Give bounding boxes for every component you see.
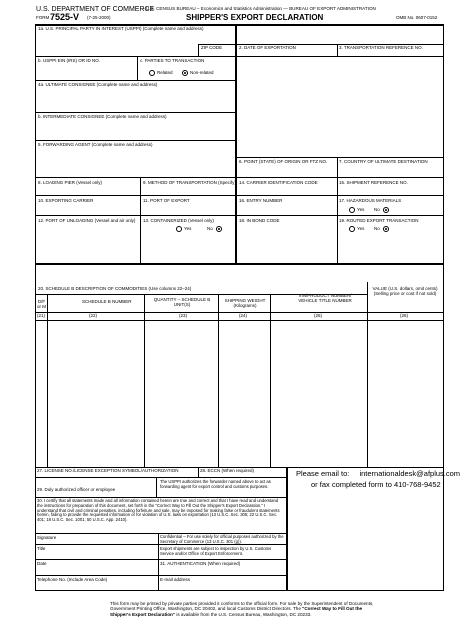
row4b-line [35,112,235,113]
commodities-input[interactable] [37,322,445,466]
form-number: 7525-V [50,12,80,22]
signature-input[interactable] [37,541,153,551]
usppi-label: 1a. U.S. PRINCIPAL PARTY IN INTEREST (USPPI) (Complete name and address) [38,26,204,31]
vin-header: VIN/PRODUCT NUMBER/ VEHICLE TITLE NUMBER [298,293,352,304]
containerized-yes-label: Yes [184,226,192,231]
footer-bold: "Correct Way to Fill Out the Shipper's Export Declaration" [110,606,363,617]
agency-name: U.S. DEPARTMENT OF COMMERCE [36,6,155,13]
routed-no-label: No [374,226,380,231]
containerized-yes-radio[interactable] [176,226,182,232]
zip-divider [198,44,199,56]
note-email-address[interactable]: internationaldesk@afplus.com [359,469,461,478]
row5-line [35,140,235,141]
transport-method-label: 9. METHOD OF TRANSPORTATION (Specify) [143,180,236,185]
exporting-carrier-label: 10. EXPORTING CARRIER [38,198,94,203]
inspection-text: Export shipments are subject to inspection by U.S. Customs Service and/or Office of Export Enforcement. [160,546,272,556]
routed-export-label: 19. ROUTED EXPORT TRANSACTION [339,218,419,223]
form-title: SHIPPER'S EXPORT DECLARATION [186,13,324,22]
carrier-id-label: 14. CARRIER IDENTIFICATION CODE [239,180,318,185]
in-bond-label: 18. IN BOND CODE [239,218,280,223]
date-line [35,559,286,560]
telephone-label: Telephone No. (Include Area Code) [37,577,108,582]
containerized-no-label: No [207,226,213,231]
row1b-line [35,56,443,57]
confidential-text: Confidential – For use solely for official purposes authorized by the Secretary of Commerce (13 U.S.C. 301 (g)). [160,534,284,544]
value-header: VALUE (U.S. dollars, omit cents) (Selling price or cost if not sold) [372,286,438,297]
date-export-label: 2. DATE OF EXPORTATION [239,45,296,50]
footer-text [110,601,380,617]
note-email-prefix: Please email to: [296,469,350,478]
transport-ref-label: 3. TRANSPORTATION REFERENCE NO. [339,45,423,50]
col8-9-divider [140,177,141,263]
entry-number-label: 16. ENTRY NUMBER [239,198,283,203]
routed-yes-radio[interactable] [349,226,355,232]
routed-no-radio[interactable] [383,226,389,232]
routed-yes-label: Yes [357,226,365,231]
port-export-label: 11. PORT OF EXPORT [143,198,190,203]
intermediate-consignee-label: b. INTERMEDIATE CONSIGNEE (Complete name and address) [38,114,167,119]
ultimate-consignee-input[interactable] [37,89,236,111]
row20-thick-line [35,263,443,265]
shipment-ref-label: 15. SHIPMENT REFERENCE NO. [339,180,408,185]
usppi-ein-label: b. USPPI EIN (IRS) OR ID NO. [38,58,101,63]
nonrelated-label: Non-related [190,70,214,75]
col-23: (23) [179,313,188,318]
qty-header: QUANTITY – SCHEDULE B UNIT(S) [153,297,211,308]
containerized-no-radio[interactable] [216,226,222,232]
intermediate-consignee-input[interactable] [37,121,236,141]
port-unloading-label: 12. PORT OF UNLOADING (Vessel and air only) [38,218,136,223]
right-border [443,24,444,590]
note-email-line [296,469,460,478]
loading-pier-label: 8. LOADING PIER (Vessel only) [38,180,103,185]
commodities-label: 20. SCHEDULE B DESCRIPTION OF COMMODITIES (Use columns 22–24) [38,286,192,291]
email-label: E-mail address [160,577,191,582]
form-date: (7-25-2000) [87,15,111,20]
forwarding-agent-input[interactable] [37,149,236,177]
related-radio[interactable] [149,70,155,76]
usppi-ein-input[interactable] [37,65,137,77]
col-22: (22) [89,313,98,318]
eccn-label: 28. ECCN (When required) [200,468,255,473]
col-26: (26) [400,313,409,318]
hazardous-label: 17. HAZARDOUS MATERIALS [339,198,402,203]
right-block-divider [286,467,288,590]
hazardous-no-radio[interactable] [383,207,389,213]
parties-label: c. PARTIES TO TRANSACTION [140,58,205,63]
row8-line [35,177,443,178]
footer-post: is available from the U.S. Census Bureau, Washington, DC 20233. [175,611,312,617]
omb-number: OMB No. 0607-0152 [396,15,438,20]
date-input[interactable] [37,567,153,575]
weight-header: SHIPPING WEIGHT (Kilograms) [224,298,266,309]
note-fax-line: or fax completed form to 410-768-9452 [311,480,441,489]
authentication-label: 31. AUTHENTICATION (When required) [160,561,241,566]
col-number-bottom [35,320,443,321]
ultimate-consignee-label: 4a. ULTIMATE CONSIGNEE (Complete name and address) [38,82,158,87]
destination-label: 7. COUNTRY OF ULTIMATE DESTINATION [339,159,428,164]
hazardous-yes-radio[interactable] [349,207,355,213]
date-label: Date [37,561,47,566]
col-21: (21) [37,313,46,318]
bottom-border [35,590,444,591]
signature-label: Signature [37,535,57,540]
related-label: Related [157,70,173,75]
col2-3-divider [337,44,338,56]
row4a-line [35,80,235,81]
certify-text: 30. I certify that all statements made and all information contained herein are true and correct and that I have read and understand the instructions for preparation of this document, set forth in the "Correct Way to Fill Out the Shipper's Export Declaration." I understand that civil and criminal penalties, including forfeiture and sale, may be imposed for making false or fraudulent statements herein, failing to provide the requested information or for violation of U.S. laws on exportation (13 U.S.C. Sec. 305; 22 U.S.C. Sec. 401; 18 U.S.C. Sec. 1001; 50 U.S.C. App. 2410). [37,498,280,523]
authorized-officer-label: 29. Duly authorized officer or employee [37,487,116,492]
telephone-line [35,575,286,576]
df-header: D/F or M [37,299,46,310]
license-label: 27. LICENSE NO./LICENSE EXCEPTION SYMBOL/AUTHORIZATION [37,468,179,473]
col-24: (24) [239,313,248,318]
col6-7-divider [337,157,338,263]
row6-line [237,157,443,158]
zip-label: ZIP CODE [201,45,223,50]
form-prefix: FORM [36,15,50,20]
signature-divider [158,533,159,590]
ein-divider [137,56,138,80]
containerized-label: 13. CONTAINERIZED (Vessel only) [143,218,214,223]
row12-line [35,215,443,216]
bureau-name: — U.S. CENSUS BUREAU – Economics and Statistics Administration — BUREAU OF EXPORT ADMINISTRATION [140,6,376,11]
footer-pre: This form may be printed by private parties provided it conforms to the official form. For sale by the Superintendent of Documents, Government Printing Office, Washington, DC 20402, and local Customs District Directors. The [110,601,374,612]
auth-text: The USPPI authorizes the forwarder named above to act as forwarding agent for export control and customs purposes. [160,479,271,489]
hazardous-yes-label: Yes [357,207,365,212]
forwarding-agent-label: 5. FORWARDING AGENT (Complete name and address) [38,142,153,147]
license-eccn-divider [198,467,199,477]
row10-line [35,195,443,196]
title-label: Title [37,546,46,551]
nonrelated-radio[interactable] [182,70,188,76]
hazardous-no-label: No [374,207,380,212]
sched-header: SCHEDULE B NUMBER [82,299,132,304]
col-25: (25) [314,313,323,318]
title-line [35,544,286,545]
mid-thick-divider [235,24,237,263]
origin-label: 6. POINT (STATE) OF ORIGIN OR FTZ NO. [239,159,328,164]
